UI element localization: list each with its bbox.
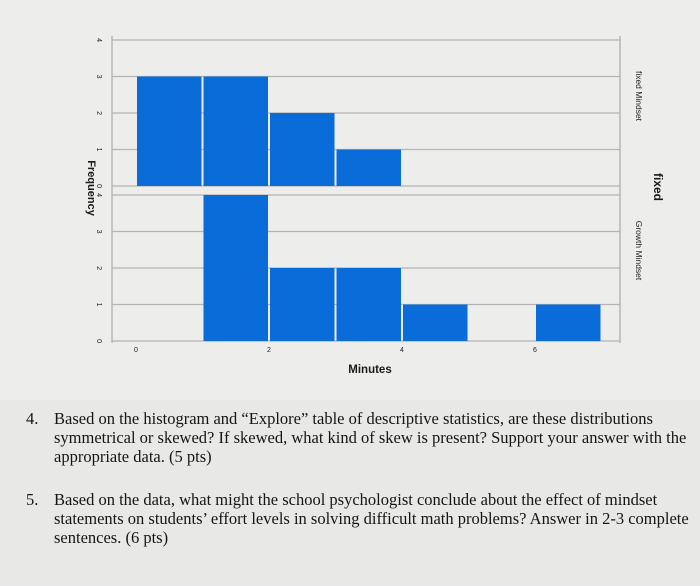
question-5-number: 5. — [26, 490, 39, 509]
question-4 — [26, 409, 694, 466]
question-5-text: Based on the data, what might the school psychologist conclude about the effect of mindset statements on students’ effort levels in solving difficult math problems? Answer in 2-3 complete sentences. (6 pts) — [54, 490, 689, 547]
y-axis-label: Frequency — [85, 160, 97, 216]
panel-1-bar-2 — [204, 77, 269, 187]
question-4-number: 4. — [26, 409, 39, 428]
panel-2-y-tick-0: 0 — [95, 339, 102, 343]
panel-2-y-tick-2: 2 — [95, 266, 102, 270]
panel-2-y-tick-4: 4 — [95, 193, 102, 197]
panel-1-y-tick-2: 2 — [95, 111, 102, 115]
x-tick-2: 2 — [267, 347, 271, 354]
panel-1-label: fixed Mindset — [634, 70, 644, 122]
x-tick-4: 4 — [400, 347, 404, 354]
facet-title: fixed — [651, 172, 665, 202]
panel-1-bar-3 — [270, 113, 335, 186]
panel-1-y-tick-1: 1 — [95, 147, 102, 152]
panel-2-bar-1 — [204, 195, 269, 341]
panel-1-bar-4 — [337, 150, 402, 187]
panel-2-bar-4 — [403, 305, 468, 342]
panel-2-y-tick-3: 3 — [95, 229, 102, 234]
x-tick-0: 0 — [134, 347, 138, 354]
panel-1-y-tick-3: 3 — [95, 74, 102, 79]
x-axis-label: Minutes — [348, 364, 392, 376]
question-4-text: Based on the histogram and “Explore” table of descriptive statistics, are these distributions symmetrical or skewed? If skewed, what kind of skew is present? Support your answer with the appropriate data. (5 pts) — [54, 409, 687, 466]
x-tick-6: 6 — [533, 347, 537, 354]
panel-1-y-tick-0: 0 — [95, 184, 102, 188]
panel-1-bar-1 — [137, 77, 202, 187]
panel-2-y-tick-1: 1 — [95, 302, 102, 307]
panel-2-label: Growth Mindset — [634, 220, 644, 281]
panel-1-y-tick-4: 4 — [95, 38, 102, 42]
panel-2-bar-3 — [337, 268, 402, 341]
panel-2-bar-2 — [270, 268, 335, 341]
question-5 — [26, 490, 694, 547]
panel-2-bar-5 — [536, 305, 601, 342]
